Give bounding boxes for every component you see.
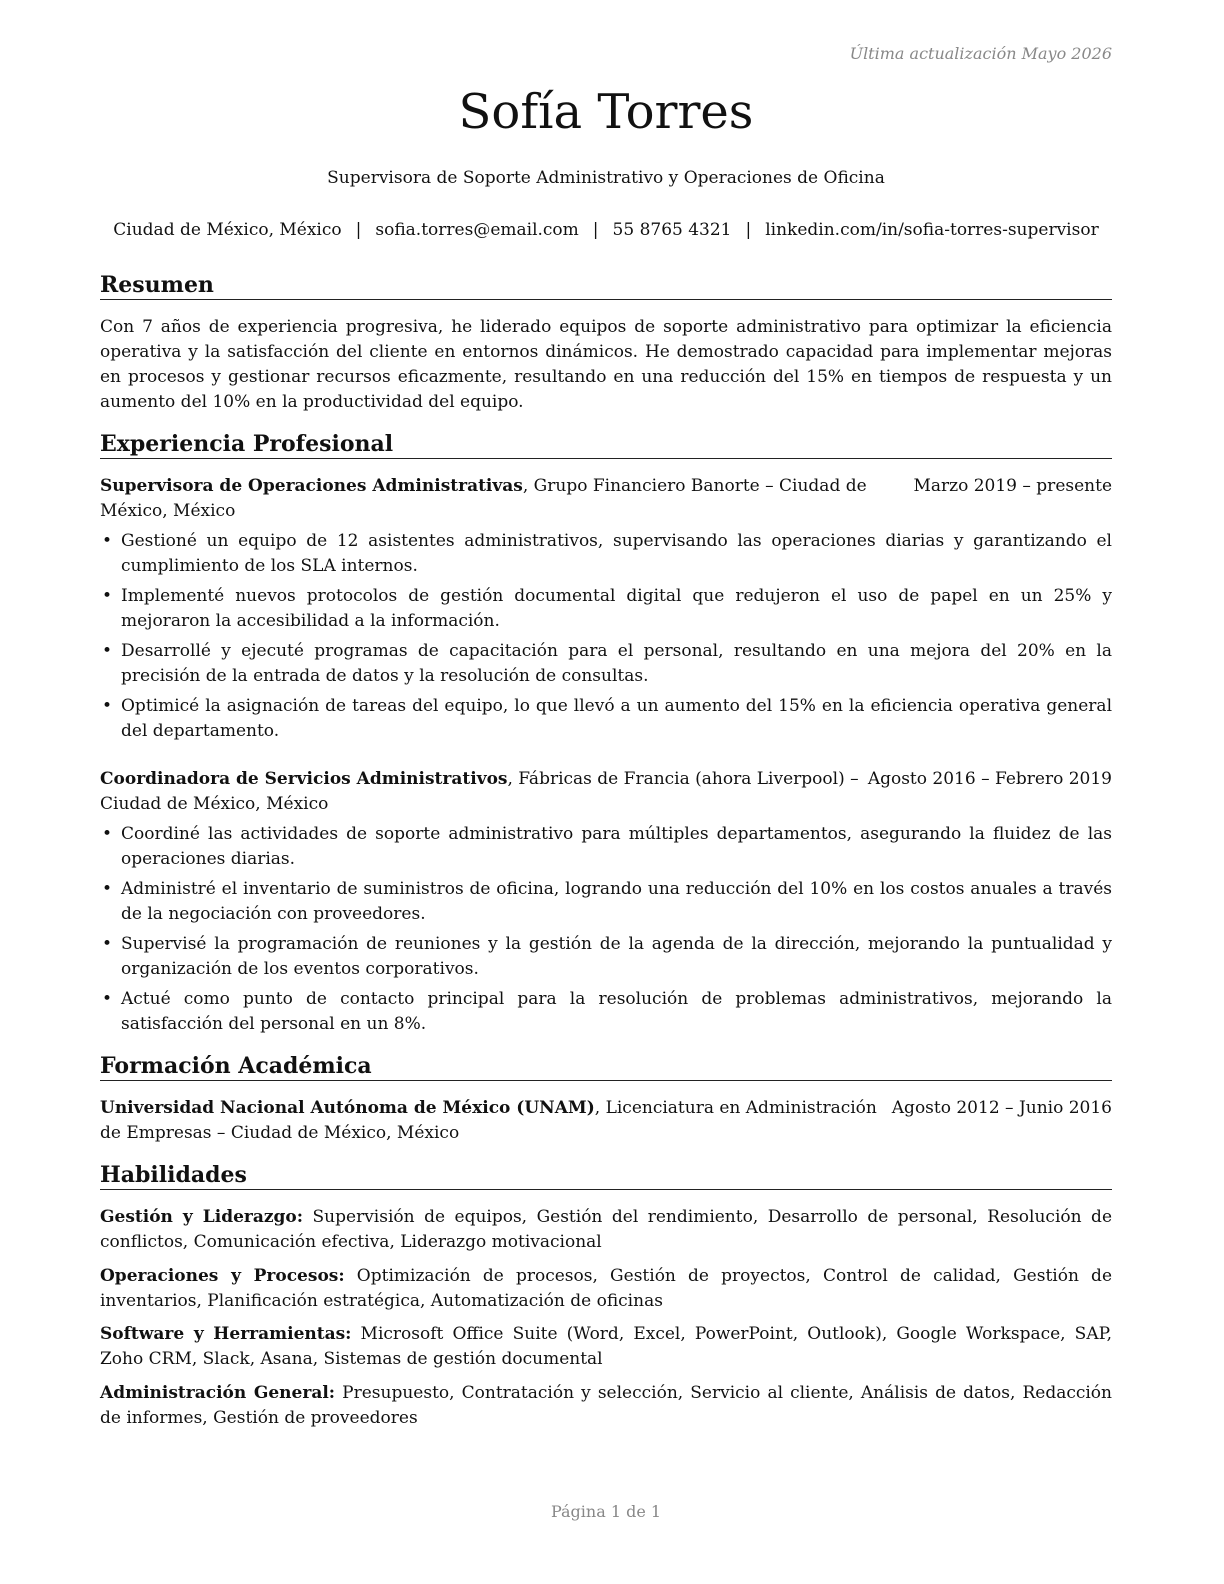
bullet-text: Gestioné un equipo de 12 asistentes administrativos, supervisando las operaciones diarias y garantizando el cumplimiento de los SLA internos. (121, 531, 1112, 576)
education-school: Universidad Nacional Autónoma de México (UNAM) (100, 1098, 595, 1118)
bullet-icon: • (102, 824, 113, 844)
bullet-text: Actué como punto de contacto principal para la resolución de problemas administrativos, mejorando la satisfacción del personal en un 8%. (121, 989, 1112, 1034)
bullet-icon: • (102, 531, 113, 551)
skill-label: Administración General: (100, 1383, 336, 1403)
contact-line (100, 220, 1112, 240)
list-item (100, 529, 1112, 579)
skill-text: Supervisión de equipos, Gestión del rendimiento, Desarrollo de personal, Resolución de conflictos, Comunicación efectiva, Liderazgo motivacional (100, 1207, 1113, 1252)
list-item (100, 822, 1112, 872)
job-company: , Grupo Financiero Banorte – Ciudad de México, México (100, 476, 867, 521)
section-title-education: Formación Académica (100, 1053, 1112, 1081)
bullet-icon: • (102, 879, 113, 899)
education-entry (100, 1096, 1112, 1146)
bullet-text: Administré el inventario de suministros de oficina, logrando una reducción del 10% en los costos anuales a través de la negociación con proveedores. (121, 879, 1112, 924)
last-updated: Última actualización Mayo 2026 (849, 44, 1112, 63)
skill-group (100, 1205, 1112, 1255)
contact-phone: 55 8765 4321 (612, 220, 732, 240)
contact-email[interactable]: sofia.torres@email.com (375, 220, 579, 240)
bullet-icon: • (102, 989, 113, 1009)
job-header (100, 767, 1112, 817)
job-bullets (100, 822, 1112, 1042)
education-heading (100, 1096, 880, 1146)
job-role: Coordinadora de Servicios Administrativos (100, 769, 508, 789)
bullet-text: Desarrollé y ejecuté programas de capacitación para el personal, resultando en una mejora del 20% en la precisión de la entrada de datos y la resolución de consultas. (121, 641, 1112, 686)
skill-label: Operaciones y Procesos: (100, 1266, 345, 1286)
job-heading (100, 767, 880, 817)
bullet-icon: • (102, 696, 113, 716)
bullet-icon: • (102, 934, 113, 954)
bullet-text: Supervisé la programación de reuniones y la gestión de la agenda de la dirección, mejorando la puntualidad y organización de los eventos corporativos. (121, 934, 1112, 979)
section-title-summary: Resumen (100, 272, 1112, 300)
skill-group (100, 1381, 1112, 1431)
section-title-experience: Experiencia Profesional (100, 431, 1112, 459)
contact-location: Ciudad de México, México (113, 220, 342, 240)
education-degree: , Licenciatura en Administración de Empresas – Ciudad de México, México (100, 1098, 877, 1143)
skill-text: Presupuesto, Contratación y selección, Servicio al cliente, Análisis de datos, Redacción de informes, Gestión de proveedores (100, 1383, 1112, 1428)
candidate-name: Sofía Torres (458, 84, 754, 140)
section-title-skills: Habilidades (100, 1162, 1112, 1190)
job-company: , Fábricas de Francia (ahora Liverpool) – Ciudad de México, México (100, 769, 859, 814)
skill-text: Optimización de procesos, Gestión de proyectos, Control de calidad, Gestión de inventarios, Planificación estratégica, Automatización de oficinas (100, 1266, 1113, 1311)
separator: | (355, 220, 362, 240)
bullet-text: Optimicé la asignación de tareas del equipo, lo que llevó a un aumento del 15% en la eficiencia operativa general del departamento. (121, 696, 1112, 741)
separator: | (592, 220, 599, 240)
job-role: Supervisora de Operaciones Administrativas (100, 476, 523, 496)
bullet-text: Implementé nuevos protocolos de gestión documental digital que redujeron el uso de papel en un 25% y mejoraron la accesibilidad a la información. (121, 586, 1112, 631)
list-item (100, 877, 1112, 927)
resume-page (100, 0, 1112, 1584)
job-date: Marzo 2019 – presente (913, 476, 1112, 496)
skill-group (100, 1322, 1112, 1372)
skill-text: Microsoft Office Suite (Word, Excel, PowerPoint, Outlook), Google Workspace, SAP, Zoho CRM, Slack, Asana, Sistemas de gestión documental (100, 1324, 1112, 1369)
job-bullets (100, 529, 1112, 749)
bullet-icon: • (102, 586, 113, 606)
skill-group (100, 1264, 1112, 1314)
bullet-text: Coordiné las actividades de soporte administrativo para múltiples departamentos, asegurando la fluidez de las operaciones diarias. (121, 824, 1112, 869)
job-header (100, 474, 1112, 524)
page-number: Página 1 de 1 (550, 1502, 662, 1521)
contact-linkedin[interactable]: linkedin.com/in/sofia-torres-supervisor (765, 220, 1099, 240)
skill-label: Gestión y Liderazgo: (100, 1207, 304, 1227)
list-item (100, 932, 1112, 982)
separator: | (745, 220, 752, 240)
list-item (100, 987, 1112, 1037)
job-date: Agosto 2016 – Febrero 2019 (867, 769, 1112, 789)
candidate-title: Supervisora de Soporte Administrativo y Operaciones de Oficina (327, 168, 885, 188)
education-date: Agosto 2012 – Junio 2016 (891, 1098, 1112, 1118)
job-heading (100, 474, 880, 524)
list-item (100, 694, 1112, 744)
bullet-icon: • (102, 641, 113, 661)
list-item (100, 584, 1112, 634)
list-item (100, 639, 1112, 689)
summary-text: Con 7 años de experiencia progresiva, he liderado equipos de soporte administrativo para optimizar la eficiencia operativa y la satisfacción del cliente en entornos dinámicos. He demostrado capacidad para implementar mejoras en procesos y gestionar recursos eficazmente, resultando en una reducción del 15% en tiempos de respuesta y un aumento del 10% en la productividad del equipo. (100, 317, 1112, 412)
skill-label: Software y Herramientas: (100, 1324, 352, 1344)
